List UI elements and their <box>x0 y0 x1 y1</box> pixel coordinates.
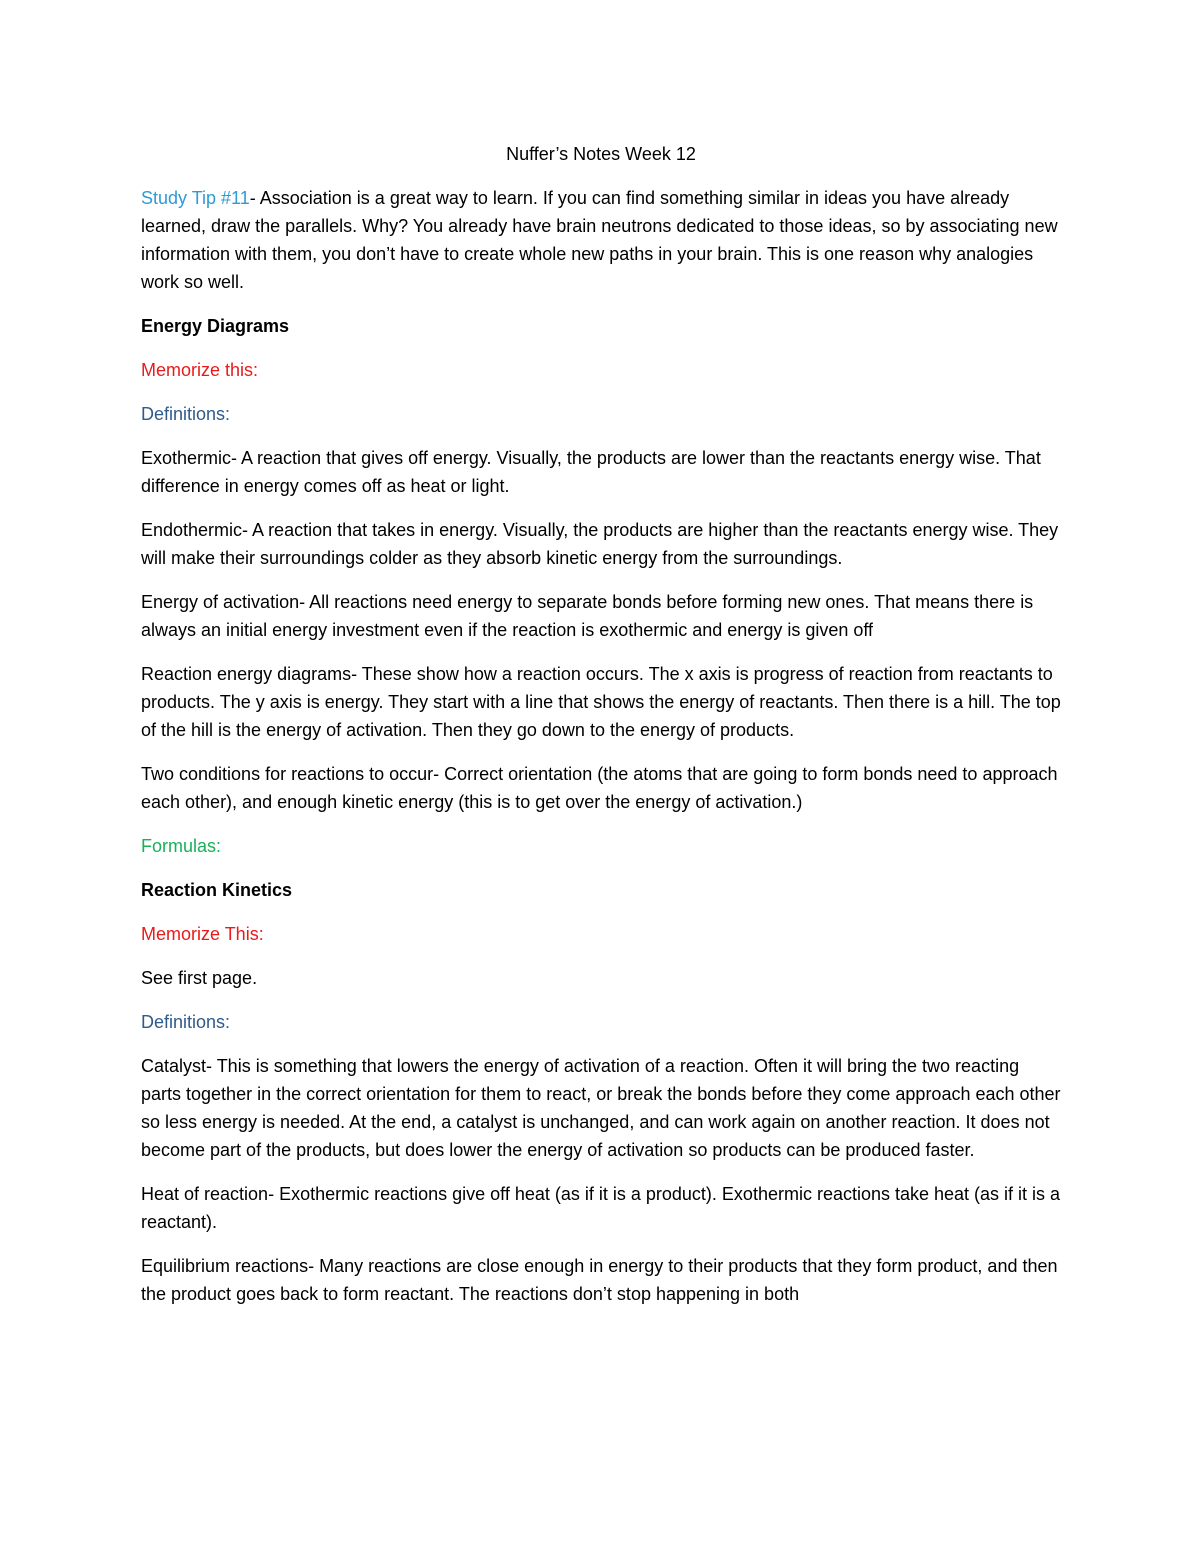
reaction-kinetics-heading: Reaction Kinetics <box>141 880 293 900</box>
study-tip-label: Study Tip #11 <box>141 188 250 208</box>
page-title: Nuffer’s Notes Week 12 <box>506 144 696 164</box>
energy-diagrams-definitions-label: Definitions: <box>141 404 231 424</box>
energy-diagrams-memorize-label: Memorize this: <box>141 360 259 380</box>
definition-energy-of-activation: Energy of activation- All reactions need energy to separate bonds before forming new ones. That means there is always an initial energy investment even if the reaction is exothermic and energy is given off <box>141 592 1034 640</box>
reaction-kinetics-memorize-label: Memorize This: <box>141 924 264 944</box>
definition-exothermic: Exothermic- A reaction that gives off energy. Visually, the products are lower than the reactants energy wise. That difference in energy comes off as heat or light. <box>141 448 1041 496</box>
definition-equilibrium-reactions: Equilibrium reactions- Many reactions are close enough in energy to their products that they form product, and then the product goes back to form reactant. The reactions don’t stop happening in both <box>141 1256 1058 1304</box>
definition-endothermic: Endothermic- A reaction that takes in energy. Visually, the products are higher than the reactants energy wise. They will make their surroundings colder as they absorb kinetic energy from the surroundings. <box>141 520 1059 568</box>
formulas-label: Formulas: <box>141 836 222 856</box>
definition-heat-of-reaction: Heat of reaction- Exothermic reactions give off heat (as if it is a product). Exothermic reactions take heat (as if it is a reactant). <box>141 1184 1061 1232</box>
definition-catalyst: Catalyst- This is something that lowers the energy of activation of a reaction. Often it will bring the two reacting parts together in the correct orientation for them to react, or break the bonds before they come approach each other so less energy is needed. At the end, a catalyst is unchanged, and can work again on another reaction. It does not become part of the products, but does lower the energy of activation so products can be produced faster. <box>141 1056 1061 1160</box>
definition-two-conditions: Two conditions for reactions to occur- Correct orientation (the atoms that are going to form bonds need to approach each other), and enough kinetic energy (this is to get over the energy of activation.) <box>141 764 1058 812</box>
definition-reaction-energy-diagrams: Reaction energy diagrams- These show how a reaction occurs. The x axis is progress of reaction from reactants to products. The y axis is energy. They start with a line that shows the energy of reactants. Then there is a hill. The top of the hill is the energy of activation. Then they go down to the energy of products. <box>141 664 1061 740</box>
reaction-kinetics-memorize-text: See first page. <box>141 968 258 988</box>
study-tip-paragraph <box>141 184 1061 296</box>
energy-diagrams-heading: Energy Diagrams <box>141 316 290 336</box>
study-tip-text: - Association is a great way to learn. If you can find something similar in ideas you have already learned, draw the parallels. Why? You already have brain neutrons dedicated to those ideas, so by associating new information with them, you don’t have to create whole new paths in your brain. This is one reason why analogies work so well. <box>141 188 1058 292</box>
document-page <box>141 140 1061 1324</box>
reaction-kinetics-definitions-label: Definitions: <box>141 1012 231 1032</box>
